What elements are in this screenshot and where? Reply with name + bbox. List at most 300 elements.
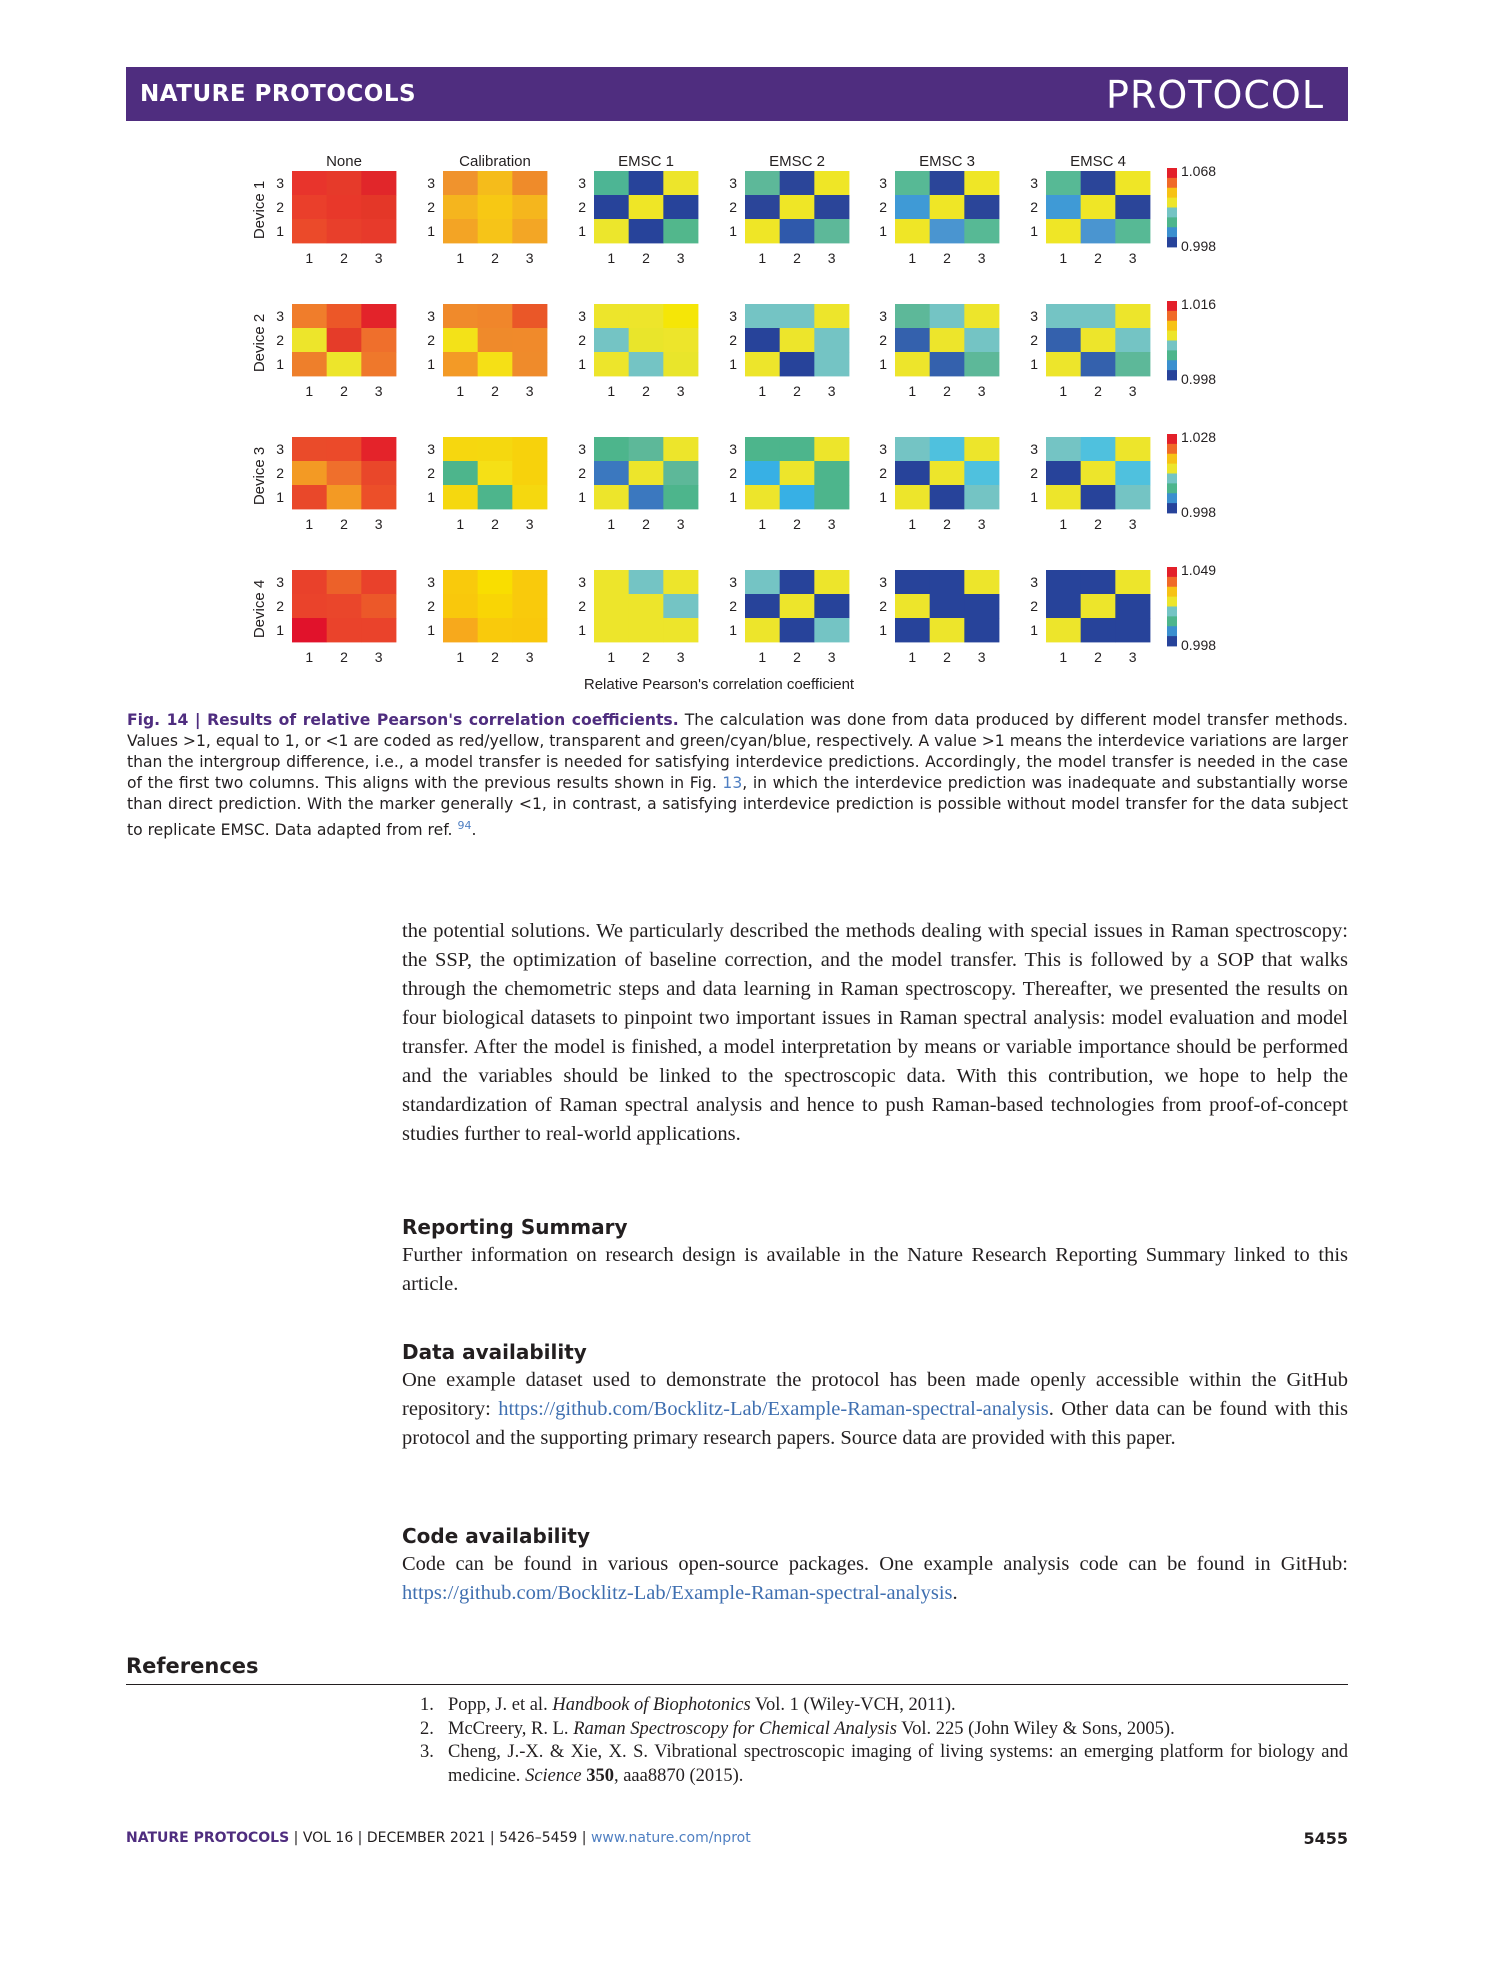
x-tick-label: 1	[607, 649, 616, 665]
heatmap-cell	[443, 328, 478, 352]
heatmap-cell	[780, 328, 815, 352]
colorbar-segment	[1167, 464, 1177, 474]
heatmap-cell	[1046, 195, 1081, 219]
y-tick-label: 1	[879, 223, 887, 239]
heatmap-cell	[1115, 461, 1150, 485]
fig-13-link[interactable]: 13	[722, 774, 743, 792]
colorbar-segment	[1167, 188, 1177, 198]
y-tick-label: 3	[729, 175, 737, 191]
footer-date: DECEMBER 2021	[366, 1830, 486, 1846]
heatmap-cell	[443, 594, 478, 618]
x-tick-label: 3	[827, 250, 836, 266]
heatmap-cell	[327, 304, 362, 328]
heatmap-cell	[663, 352, 698, 376]
heatmap-cell	[1115, 594, 1150, 618]
colorbar-segment	[1167, 607, 1177, 617]
heatmap-cell	[292, 618, 327, 642]
y-tick-label: 2	[1030, 598, 1038, 614]
x-tick-label: 2	[793, 250, 801, 266]
heatmap-cell	[443, 461, 478, 485]
y-tick-label: 2	[578, 332, 586, 348]
y-tick-label: 2	[427, 199, 435, 215]
data-availability-paragraph	[402, 1366, 1348, 1453]
heatmap-cell	[1115, 437, 1150, 461]
heatmap-cell	[814, 570, 849, 594]
colorbar-segment	[1167, 208, 1177, 218]
y-tick-label: 1	[879, 489, 887, 505]
column-header-label: EMSC 1	[618, 153, 674, 170]
heatmap-cell	[964, 594, 999, 618]
x-tick-label: 2	[1094, 250, 1102, 266]
x-tick-label: 2	[491, 250, 499, 266]
heatmap-cell	[292, 352, 327, 376]
x-tick-label: 1	[607, 516, 616, 532]
code-text: Code can be found in various open-source packages. One example analysis code can be found in GitHub:	[402, 1553, 1348, 1575]
x-tick-label: 1	[305, 383, 314, 399]
references-list	[420, 1694, 1348, 1788]
heatmap-cell	[1115, 618, 1150, 642]
colorbar-segment	[1167, 321, 1177, 331]
heatmap-cell	[1046, 461, 1081, 485]
x-tick-label: 3	[977, 649, 986, 665]
colorbar-segment	[1167, 444, 1177, 454]
heatmap-cell	[327, 171, 362, 195]
y-tick-label: 1	[729, 622, 737, 638]
x-tick-label: 3	[1128, 383, 1137, 399]
x-tick-label: 1	[908, 649, 917, 665]
heatmap-cell	[1081, 219, 1116, 243]
x-tick-label: 2	[1094, 649, 1102, 665]
y-tick-label: 3	[879, 574, 887, 590]
y-tick-label: 2	[1030, 465, 1038, 481]
x-tick-label: 3	[374, 383, 383, 399]
references-heading: References	[126, 1654, 259, 1678]
heatmap-cell	[1115, 171, 1150, 195]
journal-name: NATURE PROTOCOLS	[140, 81, 417, 107]
y-tick-label: 2	[427, 332, 435, 348]
colorbar-segment	[1167, 636, 1177, 646]
colorbar-segment	[1167, 597, 1177, 607]
heatmap-cell	[1081, 570, 1116, 594]
y-tick-label: 3	[276, 175, 284, 191]
heatmap-cell	[512, 594, 547, 618]
colorbar-max-label: 1.016	[1181, 296, 1217, 312]
heatmap-cell	[361, 594, 396, 618]
heatmap-cell	[327, 195, 362, 219]
caption-text-2: , in which the interdevice prediction was inadequate and substantially worse than direct prediction. With the marker generally <1, in contrast, a satisfying interdevice prediction is possible without model transfer for the data subject to replicate EMSC. Data adapted from ref.	[127, 774, 1348, 840]
heatmap-cell	[1046, 570, 1081, 594]
y-tick-label: 2	[729, 332, 737, 348]
heatmap-cell	[780, 594, 815, 618]
heatmap-cell	[478, 195, 513, 219]
x-tick-label: 2	[340, 649, 348, 665]
heatmap-cell	[292, 195, 327, 219]
heatmap-cell	[512, 618, 547, 642]
heatmap-cell	[594, 304, 629, 328]
colorbar-segment	[1167, 567, 1177, 577]
y-tick-label: 1	[1030, 622, 1038, 638]
x-tick-label: 3	[525, 516, 534, 532]
heatmap-cell	[780, 219, 815, 243]
footer-url[interactable]: www.nature.com/nprot	[590, 1830, 751, 1846]
x-tick-label: 1	[607, 250, 616, 266]
heatmap-cell	[964, 485, 999, 509]
heatmap-cell	[478, 219, 513, 243]
y-tick-label: 1	[427, 356, 435, 372]
heatmap-cell	[895, 437, 930, 461]
x-tick-label: 1	[758, 516, 767, 532]
y-tick-label: 1	[879, 622, 887, 638]
heatmap-cell	[930, 570, 965, 594]
heatmap-cell	[895, 304, 930, 328]
heatmap-cell	[512, 219, 547, 243]
heatmap-cell	[663, 437, 698, 461]
x-tick-label: 3	[977, 250, 986, 266]
x-tick-label: 3	[827, 383, 836, 399]
y-tick-label: 1	[427, 489, 435, 505]
heatmap-cell	[745, 328, 780, 352]
heatmap-cell	[745, 594, 780, 618]
y-tick-label: 3	[276, 574, 284, 590]
heatmap-cell	[895, 171, 930, 195]
heatmap-cell	[1081, 352, 1116, 376]
heatmap-cell	[594, 485, 629, 509]
heatmap-cell	[629, 171, 664, 195]
heatmap-cell	[629, 304, 664, 328]
figure-14-heatmaps	[0, 0, 1489, 710]
x-tick-label: 1	[456, 383, 465, 399]
y-tick-label: 3	[729, 441, 737, 457]
heatmap-cell	[930, 352, 965, 376]
body-paragraph: the potential solutions. We particularly described the methods dealing with special issues in Raman spectroscopy: the SSP, the optimization of baseline correction, and the model transfer. This is followed by a SOP that walks through the chemometric steps and data learning in Raman spectroscopy. Thereafter, we presented the results on four biological datasets to pinpoint two important issues in Raman spectral analysis: model evaluation and model transfer. After the model is finished, a model interpretation by means or variable importance should be performed and the variables should be linked to the spectroscopic data. With this contribution, we hope to help the standardization of Raman spectral analysis and hence to push Raman-based technologies from proof-of-concept studies further to real-world applications.	[402, 920, 1348, 1145]
y-tick-label: 3	[427, 574, 435, 590]
heatmap-cell	[327, 219, 362, 243]
heatmap-cell	[895, 352, 930, 376]
y-tick-label: 2	[729, 465, 737, 481]
heatmap-cell	[629, 437, 664, 461]
heatmap-cell	[594, 570, 629, 594]
page-footer: NATURE PROTOCOLS | VOL 16 | DECEMBER 2021 | 5426–5459 | www.nature.com/nprot	[126, 1830, 751, 1846]
heatmap-cell	[327, 618, 362, 642]
heatmap-cell	[1046, 171, 1081, 195]
y-tick-label: 3	[1030, 175, 1038, 191]
heatmap-cell	[745, 618, 780, 642]
x-tick-label: 3	[374, 516, 383, 532]
reference-item: 3. Cheng, J.-X. & Xie, X. S. Vibrational spectroscopic imaging of living systems: an emerging platform for biology and medicine. Science 350, aaa8870 (2015).	[420, 1742, 1348, 1786]
y-tick-label: 3	[427, 441, 435, 457]
caption-text-3: .	[471, 821, 477, 840]
y-tick-label: 1	[578, 356, 586, 372]
x-tick-label: 1	[908, 516, 917, 532]
y-tick-label: 2	[729, 199, 737, 215]
ref-94-link[interactable]: 94	[457, 819, 472, 832]
y-tick-label: 1	[1030, 223, 1038, 239]
y-tick-label: 2	[276, 199, 284, 215]
y-tick-label: 2	[1030, 199, 1038, 215]
heatmap-cell	[964, 618, 999, 642]
x-tick-label: 1	[456, 649, 465, 665]
x-tick-label: 2	[340, 516, 348, 532]
y-tick-label: 2	[879, 332, 887, 348]
x-tick-label: 2	[793, 383, 801, 399]
colorbar-segment	[1167, 331, 1177, 341]
x-tick-label: 3	[525, 383, 534, 399]
heatmap-cell	[780, 570, 815, 594]
x-tick-label: 1	[1059, 516, 1068, 532]
x-tick-label: 3	[676, 516, 685, 532]
x-tick-label: 1	[908, 383, 917, 399]
heatmap-cell	[443, 195, 478, 219]
heatmap-cell	[780, 461, 815, 485]
y-tick-label: 3	[276, 441, 284, 457]
page-number: 5455	[1303, 1829, 1348, 1848]
heatmap-cell	[629, 485, 664, 509]
heatmap-cell	[930, 171, 965, 195]
code-text-2: .	[952, 1582, 958, 1604]
x-tick-label: 3	[827, 516, 836, 532]
y-tick-label: 1	[729, 356, 737, 372]
heatmap-cell	[1046, 594, 1081, 618]
heatmap-cell	[663, 304, 698, 328]
y-tick-label: 1	[578, 489, 586, 505]
column-header-label: None	[326, 153, 362, 170]
heatmap-cell	[930, 328, 965, 352]
x-tick-label: 3	[676, 383, 685, 399]
x-tick-label: 1	[908, 250, 917, 266]
heatmap-cell	[1046, 618, 1081, 642]
heatmap-cell	[512, 437, 547, 461]
heatmap-cell	[478, 171, 513, 195]
heatmap-cell	[478, 570, 513, 594]
reference-item: 1. Popp, J. et al. Handbook of Biophotonics Vol. 1 (Wiley-VCH, 2011).	[420, 1695, 956, 1715]
x-tick-label: 2	[340, 250, 348, 266]
heatmap-cell	[478, 594, 513, 618]
heatmap-cell	[594, 352, 629, 376]
heatmap-cell	[964, 352, 999, 376]
heatmap-cell	[930, 219, 965, 243]
heatmap-cell	[443, 304, 478, 328]
x-tick-label: 2	[491, 649, 499, 665]
y-tick-label: 3	[578, 175, 586, 191]
x-tick-label: 3	[977, 516, 986, 532]
heatmap-cell	[745, 195, 780, 219]
y-tick-label: 1	[427, 223, 435, 239]
colorbar-segment	[1167, 178, 1177, 188]
heatmap-cell	[512, 352, 547, 376]
colorbar-min-label: 0.998	[1181, 637, 1217, 653]
heading-data-availability: Data availability	[402, 1340, 587, 1364]
x-tick-label: 2	[642, 383, 650, 399]
colorbar-max-label: 1.049	[1181, 562, 1217, 578]
heatmap-cell	[512, 461, 547, 485]
colorbar-segment	[1167, 311, 1177, 321]
x-tick-label: 2	[642, 649, 650, 665]
colorbar-segment	[1167, 341, 1177, 351]
x-tick-label: 2	[943, 383, 951, 399]
heatmap-cell	[327, 437, 362, 461]
code-github-link[interactable]: https://github.com/Bocklitz-Lab/Example-Raman-spectral-analysis	[402, 1582, 953, 1604]
heatmap-cell	[930, 618, 965, 642]
heatmap-cell	[594, 461, 629, 485]
y-tick-label: 3	[729, 574, 737, 590]
x-tick-label: 3	[676, 649, 685, 665]
heatmap-cell	[629, 594, 664, 618]
heatmap-cell	[512, 328, 547, 352]
heatmap-cell	[745, 437, 780, 461]
colorbar-segment	[1167, 434, 1177, 444]
article-type: PROTOCOL	[1106, 73, 1324, 117]
x-tick-label: 2	[340, 383, 348, 399]
heatmap-cell	[930, 461, 965, 485]
x-tick-label: 1	[758, 649, 767, 665]
caption-text: The calculation was done from data produced by different model transfer methods. Values >1, equal to 1, or <1 are coded as red/yellow, transparent and green/cyan/blue, respectively. A value >1 means the interdevice variations are larger than the intergroup difference, i.e., a model transfer is needed for satisfying interdevice predictions. Accordingly, the model transfer is needed in the case of the first two columns. This aligns with the previous results shown in Fig.	[127, 711, 1348, 792]
heatmap-cell	[780, 437, 815, 461]
heatmap-cell	[964, 328, 999, 352]
heatmap-cell	[1115, 195, 1150, 219]
x-tick-label: 3	[525, 250, 534, 266]
heatmap-cell	[964, 570, 999, 594]
heatmap-cell	[1046, 304, 1081, 328]
y-tick-label: 1	[276, 223, 284, 239]
colorbar-segment	[1167, 493, 1177, 503]
heatmap-cell	[361, 219, 396, 243]
heatmap-cell	[814, 594, 849, 618]
heatmap-cell	[443, 171, 478, 195]
heatmap-cell	[663, 594, 698, 618]
reference-item: 2. McCreery, R. L. Raman Spectroscopy for Chemical Analysis Vol. 225 (John Wiley & Sons, 2005).	[420, 1718, 1175, 1739]
heatmap-cell	[663, 618, 698, 642]
heatmap-cell	[814, 171, 849, 195]
heatmap-cell	[745, 219, 780, 243]
y-tick-label: 3	[729, 308, 737, 324]
y-tick-label: 3	[427, 308, 435, 324]
y-tick-label: 3	[1030, 441, 1038, 457]
heatmap-cell	[292, 304, 327, 328]
x-tick-label: 2	[642, 250, 650, 266]
heatmap-cell	[292, 328, 327, 352]
heatmap-cell	[478, 328, 513, 352]
reporting-paragraph: Further information on research design is available in the Nature Research Reporting Summary linked to this article.	[402, 1244, 1348, 1295]
heatmap-cell	[964, 437, 999, 461]
heatmap-cell	[1081, 485, 1116, 509]
y-tick-label: 3	[1030, 308, 1038, 324]
heatmap-cell	[814, 304, 849, 328]
heatmap-cell	[361, 195, 396, 219]
heatmap-cell	[1081, 171, 1116, 195]
heatmap-cell	[361, 618, 396, 642]
heatmap-cell	[361, 485, 396, 509]
y-tick-label: 2	[276, 465, 284, 481]
heatmap-cell	[443, 437, 478, 461]
y-tick-label: 3	[276, 308, 284, 324]
x-tick-label: 3	[676, 250, 685, 266]
heatmap-cell	[361, 328, 396, 352]
heatmap-cell	[512, 570, 547, 594]
heatmap-cell	[327, 352, 362, 376]
colorbar-segment	[1167, 616, 1177, 626]
colorbar-min-label: 0.998	[1181, 238, 1217, 254]
column-header-label: EMSC 4	[1070, 153, 1126, 170]
heatmap-cell	[1115, 219, 1150, 243]
row-device-label: Device 1	[251, 180, 268, 240]
colorbar-min-label: 0.998	[1181, 504, 1217, 520]
heatmap-cell	[292, 171, 327, 195]
heatmap-cell	[745, 171, 780, 195]
heatmap-cell	[745, 570, 780, 594]
heatmap-cell	[1081, 437, 1116, 461]
heatmap-cell	[327, 328, 362, 352]
x-tick-label: 2	[943, 516, 951, 532]
y-tick-label: 3	[1030, 574, 1038, 590]
heatmap-cell	[814, 195, 849, 219]
y-tick-label: 3	[879, 441, 887, 457]
heatmap-cell	[629, 328, 664, 352]
heatmap-cell	[478, 304, 513, 328]
heatmap-cell	[512, 195, 547, 219]
heatmap-cell	[930, 195, 965, 219]
heatmap-cell	[964, 195, 999, 219]
colorbar-segment	[1167, 474, 1177, 484]
heatmap-cell	[629, 618, 664, 642]
x-tick-label: 2	[793, 516, 801, 532]
heatmap-cell	[964, 461, 999, 485]
heatmap-cell	[895, 485, 930, 509]
heatmap-cell	[663, 328, 698, 352]
heatmap-cell	[663, 171, 698, 195]
heatmap-cell	[443, 352, 478, 376]
data-github-link[interactable]: https://github.com/Bocklitz-Lab/Example-Raman-spectral-analysis	[498, 1398, 1049, 1420]
y-tick-label: 2	[578, 465, 586, 481]
y-tick-label: 3	[879, 308, 887, 324]
row-device-label: Device 4	[251, 579, 268, 639]
heatmap-cell	[478, 461, 513, 485]
heading-code-availability: Code availability	[402, 1524, 590, 1548]
figure-caption	[127, 710, 1348, 841]
heatmap-cell	[780, 195, 815, 219]
heatmap-cell	[780, 352, 815, 376]
heatmap-cell	[1115, 328, 1150, 352]
column-header-label: Calibration	[459, 153, 531, 170]
heatmap-cell	[361, 352, 396, 376]
colorbar-segment	[1167, 626, 1177, 636]
heatmap-cell	[745, 461, 780, 485]
y-tick-label: 2	[276, 598, 284, 614]
x-tick-label: 2	[943, 250, 951, 266]
heatmap-cell	[327, 485, 362, 509]
x-tick-label: 2	[1094, 516, 1102, 532]
y-tick-label: 2	[729, 598, 737, 614]
heatmap-cell	[1046, 219, 1081, 243]
heatmap-cell	[663, 219, 698, 243]
heatmap-cell	[895, 219, 930, 243]
x-axis-title: Relative Pearson's correlation coefficient	[583, 676, 855, 693]
heatmap-cell	[594, 328, 629, 352]
heatmap-cell	[1081, 461, 1116, 485]
x-tick-label: 1	[607, 383, 616, 399]
heatmap-cell	[629, 461, 664, 485]
x-tick-label: 2	[793, 649, 801, 665]
heatmap-cell	[629, 570, 664, 594]
y-tick-label: 3	[427, 175, 435, 191]
colorbar-segment	[1167, 227, 1177, 237]
colorbar-min-label: 0.998	[1181, 371, 1217, 387]
heatmap-cell	[361, 304, 396, 328]
heatmap-cell	[964, 219, 999, 243]
data-text-2: . Other data can be found with this protocol and the supporting primary research papers. Source data are provided with this paper.	[402, 1398, 1348, 1449]
x-tick-label: 1	[1059, 649, 1068, 665]
heatmap-cell	[814, 485, 849, 509]
heatmap-cell	[327, 570, 362, 594]
